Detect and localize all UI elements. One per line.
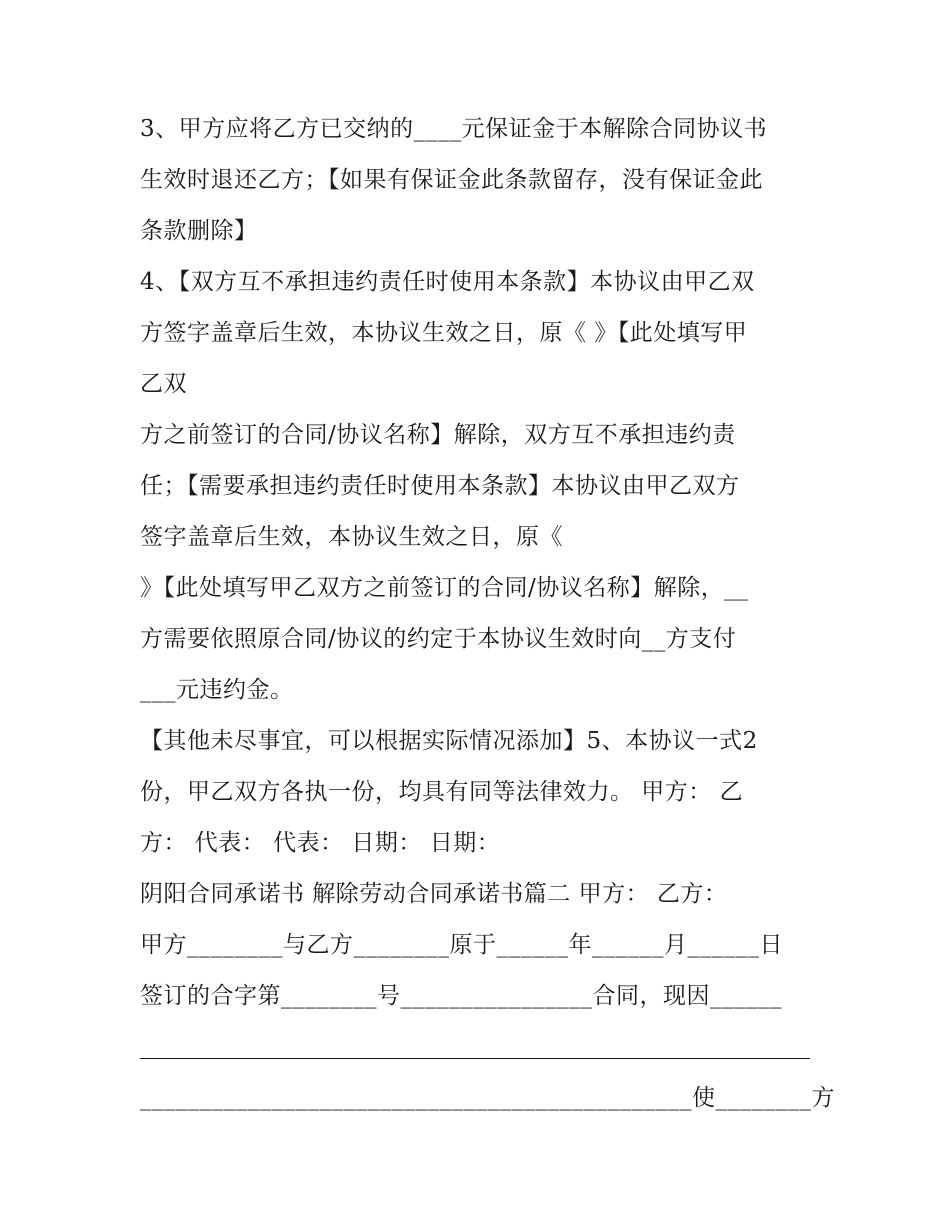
text-line: 阴阳合同承诺书 解除劳动合同承诺书篇二 甲方： 乙方： [140, 881, 728, 907]
text-line: 任；【需要承担违约责任时使用本条款】本协议由甲乙双方 [140, 473, 740, 499]
text-line: 条款删除】 [140, 218, 258, 244]
text-line: 3、甲方应将乙方已交纳的____元保证金于本解除合同协议书 [140, 116, 768, 142]
blank-underline [140, 1022, 820, 1073]
text-line: 签字盖章后生效，本协议生效之日，原《 [140, 524, 563, 550]
document-page [140, 104, 835, 1124]
text-line: 甲方________与乙方________原于______年______月______日 [140, 932, 783, 958]
text-line: 乙双 [140, 371, 187, 397]
text-line: 生效时退还乙方；【如果有保证金此条款留存，没有保证金此 [140, 167, 763, 193]
text-line: 方需要依照原合同/协议的约定于本协议生效时向__方支付 [140, 626, 737, 652]
text-line: 4、【双方互不承担违约责任时使用本条款】本协议由甲乙双 [140, 269, 755, 295]
text-line: 签订的合字第________号________________合同，现因______ [140, 983, 782, 1009]
text-line: 方之前签订的合同/协议名称】解除，双方互不承担违约责 [140, 422, 736, 448]
text-line: 方签字盖章后生效，本协议生效之日，原《 》【此处填写甲 [140, 320, 748, 346]
text-line: 份，甲乙双方各执一份，均具有同等法律效力。 甲方： 乙 [140, 779, 744, 805]
text-line: ___元违约金。 [140, 677, 294, 703]
text-line: 方： 代表： 代表： 日期： 日期： [140, 830, 501, 856]
text-line: 》【此处填写甲乙双方之前签订的合同/协议名称】解除，__ [140, 575, 749, 601]
text-line: ______________________________________________使________方 [140, 1085, 835, 1111]
text-line: 【其他未尽事宜，可以根据实际情况添加】5、本协议一式2 [140, 728, 758, 754]
